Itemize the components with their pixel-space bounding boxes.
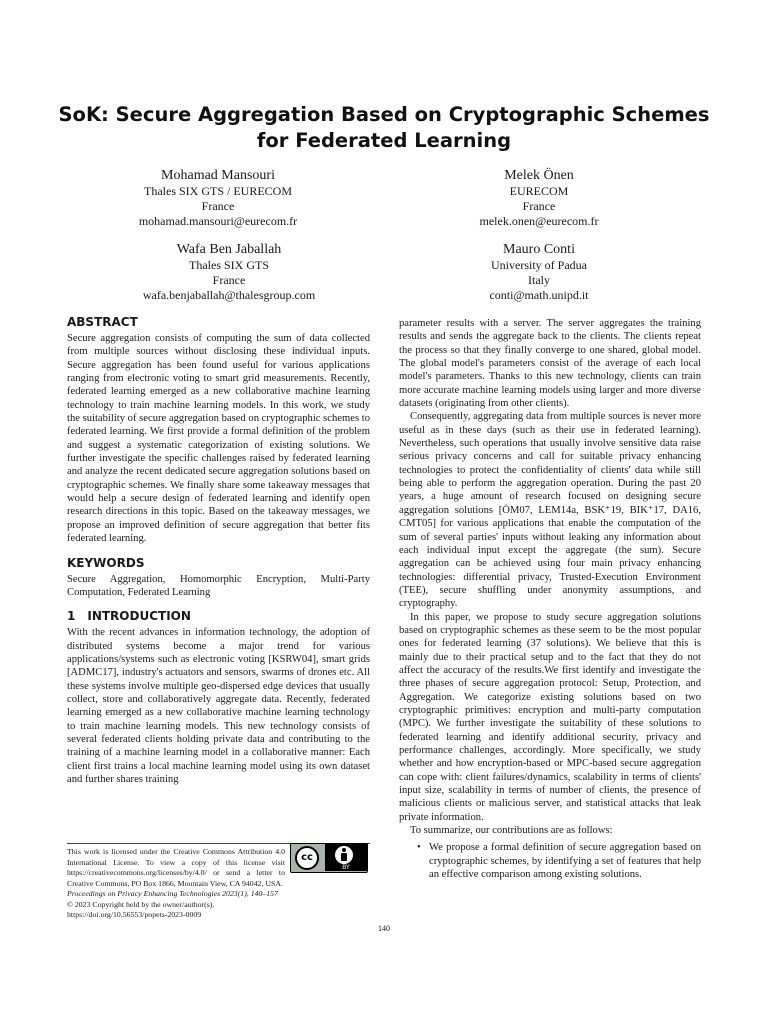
keywords-text: Secure Aggregation, Homomorphic Encryption, Multi-Party Computation, Federated Learning bbox=[67, 573, 370, 598]
list-item-text: We propose a formal definition of secure aggregation based on cryptographic schemes, by identifying a set of features that help an effective comparison among existing solutions. bbox=[429, 842, 701, 881]
creative-commons-icon: cc bbox=[295, 846, 319, 870]
author-name: Mohamad Mansouri bbox=[161, 168, 275, 183]
introduction-heading bbox=[67, 608, 370, 624]
author-country: France bbox=[522, 199, 556, 213]
attribution-icon bbox=[325, 844, 367, 871]
right-column bbox=[399, 317, 701, 922]
doi-link[interactable]: https://doi.org/10.56553/popets-2023-0009 bbox=[67, 910, 202, 919]
author-email[interactable]: mohamad.mansouri@eurecom.fr bbox=[138, 214, 298, 228]
author-block bbox=[68, 167, 368, 229]
keywords-heading: KEYWORDS bbox=[67, 555, 145, 570]
intro-paragraph: In this paper, we propose to study secure aggregation solutions based on cryptographic schemes as these seem to be the most popular ones for federated learning (37 solutions). We believe that this is mainly due to their practical setup and to the fact that they do not affect the accuracy of the results.We first identify and investigate the three phases of secure aggregation protocol: Setup, Protection, and Aggregation. We categorize existing solutions based on two cryptographic primitives: encryption and multi-party computation (MPC). We further investigate the suitability of these solutions to federated learning and identify additional security, privacy and performance challenges, accordingly. More specifically, we study whether and how encryption-based or MPC-based secure aggregation can cope with: client failures/dynamics, scalability in terms of clients' input size, scalability in terms of number of clients, the presence of malicious clients or malicious server, and statistical attacks that leak private information. bbox=[399, 611, 701, 823]
intro-paragraph: With the recent advances in information technology, the adoption of distributed systems become a major trend for various applications/systems such as electronic voting [KSRW04], smart grids [ADMC17], industry's actuators and sensors, swarms of drones etc. All these systems involve multiple geo-dispersed edge devices that usually collect, store and collaboratively aggregate data. Recently, federated learning emerged as a new collaborative machine learning technology to train machine learning models. This new technology consists of several federated clients holding private data and contributing to the training of a machine learning model in a collaborative manner: Each client first trains a local machine learning model using its own dataset and further shares training bbox=[67, 627, 370, 785]
intro-paragraph: Consequently, aggregating data from multiple sources is never more useful as in these days (such as their use in federated learning). Nevertheless, such operations that usually involve sensitive data raise serious privacy concerns and call for suitable privacy enhancing technologies to protect the confidentiality of clients' data while still being able to perform the aggregation operation. During the past 20 years, a huge amount of research focused on designing secure aggregation solutions [ÖM07, LEM14a, BSK⁺19, BIK⁺17, DA16, CMT05] for various applications that enable the computation of the sum of several parties' inputs without leaking any information about each individual input except the aggregate (the sum). Secure aggregation can be achieved using four main privacy enhancing technologies: differential privacy, Trusted-Execution Environment (TEE), secure shuffling under anonymity assumptions, and cryptography. bbox=[399, 411, 701, 610]
author-affiliation: EURECOM bbox=[509, 184, 569, 198]
page-number: 140 bbox=[378, 924, 390, 933]
author-country: Italy bbox=[528, 273, 550, 287]
contributions-list bbox=[399, 841, 701, 881]
author-affiliation: Thales SIX GTS bbox=[189, 258, 269, 272]
by-label: BY bbox=[325, 864, 367, 871]
intro-paragraph: To summarize, our contributions are as follows: bbox=[410, 825, 613, 837]
section-title: INTRODUCTION bbox=[87, 609, 191, 624]
author-name: Mauro Conti bbox=[503, 242, 575, 257]
author-name: Wafa Ben Jaballah bbox=[176, 242, 282, 257]
abstract-heading: ABSTRACT bbox=[67, 315, 138, 329]
person-icon bbox=[335, 846, 353, 864]
cc-by-license-icon[interactable] bbox=[290, 843, 368, 873]
section-number: 1 bbox=[67, 609, 76, 624]
author-block bbox=[389, 241, 689, 303]
abstract-text: Secure aggregation consists of computing the sum of data collected from multiple sources without disclosing these individual inputs. Secure aggregation has been found useful for various applications ranging from electronic voting to smart grid measurements. Recently, federated learning emerged as a new collaborative machine learning technology to train machine learning models. In this work, we study the suitability of secure aggregation based on cryptographic schemes to federated learning. We first provide a formal definition of the problem and suggest a systematic categorization of existing solutions. We further investigate the specific challenges raised by federated learning and analyze the recent dedicated secure aggregation solutions based on cryptographic schemes. We finally share some takeaway messages that would help a secure design of federated learning and identify open research directions in this topic. Based on the takeaway messages, we propose an improved definition of secure aggregation that better fits federated learning. bbox=[67, 333, 370, 545]
bullet-icon: • bbox=[417, 842, 421, 854]
left-column bbox=[67, 314, 370, 834]
author-email[interactable]: conti@math.unipd.it bbox=[489, 288, 589, 302]
author-block bbox=[79, 241, 379, 303]
author-block bbox=[389, 167, 689, 229]
author-affiliation: Thales SIX GTS / EURECOM bbox=[144, 184, 292, 198]
intro-paragraph-continued: parameter results with a server. The server aggregates the training results and sends the aggregate back to the clients. The clients repeat the process so that they finally converge to one shared, global model. The global model's parameters consist of the average of each local model's parameters. Thanks to this new technology, clients can train more accurate machine learning models using larger and more diverse datasets (originating from other clients). bbox=[399, 318, 701, 410]
proceedings-line: Proceedings on Privacy Enhancing Technologies 2023(1), 140–157 bbox=[67, 889, 278, 898]
author-name: Melek Önen bbox=[504, 168, 574, 183]
license-text: This work is licensed under the Creative Commons Attribution 4.0 International License. To view a copy of this license visit https://creativecommons.org/licenses/by/4.0/ or send a letter to Creative Commons, PO Box 1866, Mountain View, CA 94042, USA. bbox=[67, 847, 285, 888]
author-email[interactable]: melek.onen@eurecom.fr bbox=[479, 214, 599, 228]
author-email[interactable]: wafa.benjaballah@thalesgroup.com bbox=[142, 288, 316, 302]
author-country: France bbox=[201, 199, 235, 213]
copyright-line: © 2023 Copyright held by the owner/author(s). bbox=[67, 899, 215, 909]
paper-title: SoK: Secure Aggregation Based on Cryptographic Schemes for Federated Learning bbox=[58, 103, 710, 152]
author-country: France bbox=[212, 273, 246, 287]
author-affiliation: University of Padua bbox=[491, 258, 587, 272]
list-item bbox=[399, 841, 701, 881]
